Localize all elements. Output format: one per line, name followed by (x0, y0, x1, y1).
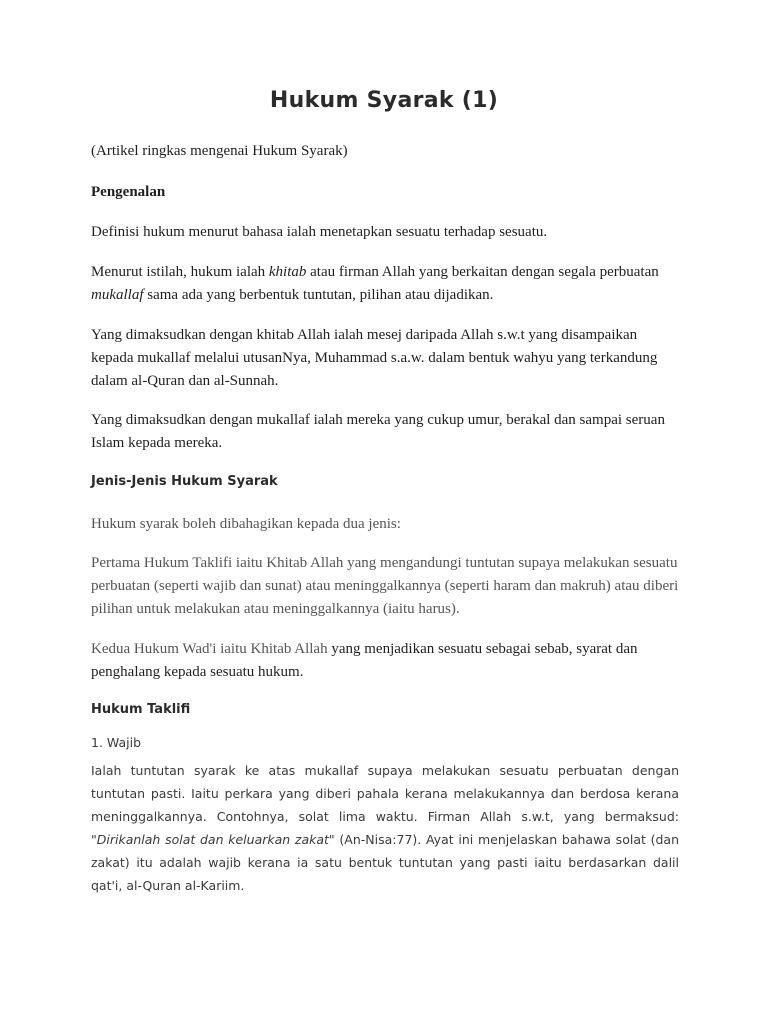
text-span: yang menjadikan sesuatu sebagai sebab, syarat dan penghalang kepada sesuatu hukum. (91, 641, 638, 680)
term-mukallaf: mukallaf (91, 287, 144, 303)
quote-text: "Dirikanlah solat dan keluarkan zakat" (91, 832, 335, 847)
paragraph-istilah (91, 261, 681, 307)
intro-heading: Pengenalan (91, 184, 166, 200)
paragraph-wajib (91, 759, 679, 897)
text-span: sama ada yang berbentuk tuntutan, pilihan atau dijadikan. (143, 287, 494, 303)
paragraph-khitab: Yang dimaksudkan dengan khitab Allah ialah mesej daripada Allah s.w.t yang disampaikan kepada mukallaf melalui utusanNya, Muhammad s.a.w. dalam bentuk wahyu yang terkandung dalam al-Quran dan al-Sunnah. (91, 327, 658, 389)
paragraph-definition: Definisi hukum menurut bahasa ialah menetapkan sesuatu terhadap sesuatu. (91, 224, 548, 240)
term-khitab: khitab (268, 264, 307, 280)
text-span: Ialah tuntutan syarak ke atas mukallaf supaya melakukan sesuatu perbuatan dengan tuntutan pasti. Iaitu perkara yang diberi pahala kerana melakukannya dan berdosa kerana meninggalkannya. Contohnya, solat lima waktu. Firman Allah s.w.t, yang bermaksud: (91, 763, 679, 824)
taklifi-heading: Hukum Taklifi (91, 702, 191, 717)
document-title: Hukum Syarak (1) (269, 88, 499, 113)
paragraph-jenis-intro: Hukum syarak boleh dibahagikan kepada dua jenis: (91, 516, 401, 532)
paragraph-taklifi-def: Pertama Hukum Taklifi iaitu Khitab Allah yang mengandungi tuntutan supaya melakukan sesuatu perbuatan (seperti wajib dan sunat) atau meninggalkannya (seperti haram dan makruh) atau diberi pilihan untuk melakukan atau meninggalkannya (iaitu harus). (91, 555, 679, 617)
paragraph-wadi-def (91, 638, 681, 684)
subtitle: (Artikel ringkas mengenai Hukum Syarak) (91, 143, 348, 159)
wajib-heading: 1. Wajib (91, 735, 141, 750)
paragraph-mukallaf: Yang dimaksudkan dengan mukallaf ialah mereka yang cukup umur, berakal dan sampai seruan Islam kepada mereka. (91, 412, 665, 451)
text-span: atau firman Allah yang berkaitan dengan segala perbuatan (306, 264, 659, 280)
jenis-heading: Jenis-Jenis Hukum Syarak (91, 474, 278, 489)
text-span: Kedua Hukum Wad'i iaitu Khitab Allah (91, 641, 328, 657)
text-span: (An-Nisa:77). Ayat ini menjelaskan bahawa solat (dan zakat) itu adalah wajib kerana ia satu bentuk tuntutan yang pasti iaitu berdasarkan dalil qat'i, al-Quran al-Kariim. (91, 832, 680, 893)
text-span: Menurut istilah, hukum ialah (91, 264, 269, 280)
